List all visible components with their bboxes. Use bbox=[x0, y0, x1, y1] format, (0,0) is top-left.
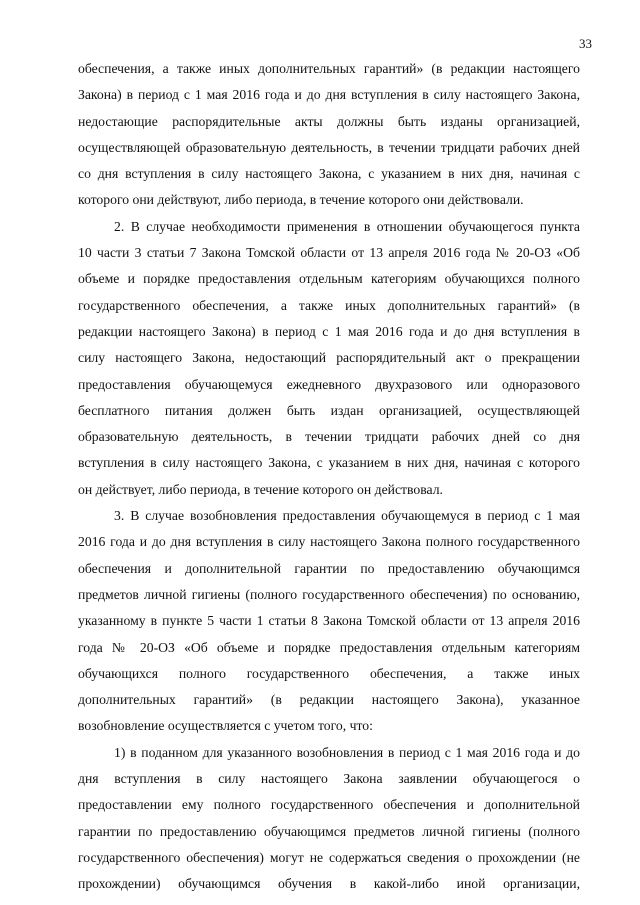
text-line: обеспечения и дополнительной гарантии по предоставлению обучающимся bbox=[78, 560, 580, 576]
text-line: редакции настоящего Закона) в период с 1 мая 2016 года и до дня вступления в bbox=[78, 323, 580, 339]
page-number: 33 bbox=[579, 36, 592, 51]
text-line: года № 20-ОЗ «Об объеме и порядке предоставления отдельным категориям bbox=[78, 639, 580, 655]
text-line: гарантии по предоставлению обучающимся предметов личной гигиены (полного bbox=[78, 823, 580, 839]
text-line: государственного обеспечения) могут не содержаться сведения о прохождении (не bbox=[78, 849, 580, 865]
text-line: силу настоящего Закона, недостающий распорядительный акт о прекращении bbox=[78, 350, 580, 366]
text-line: указанному в пункте 5 части 1 статьи 8 Закона Томской области от 13 апреля 2016 bbox=[78, 613, 580, 629]
text-line: 1) в поданном для указанного возобновления в период с 1 мая 2016 года и до bbox=[114, 744, 580, 760]
text-line: предоставления обучающемуся ежедневного двухразового или одноразового bbox=[78, 376, 580, 392]
text-line: дополнительных гарантий» (в редакции настоящего Закона), указанное bbox=[78, 692, 580, 708]
text-line: государственного обеспечения, а также иных дополнительных гарантий» (в bbox=[78, 297, 580, 313]
text-line: дня вступления в силу настоящего Закона заявлении обучающегося о bbox=[78, 771, 580, 787]
text-line: осуществляющей образовательную деятельность, в течении тридцати рабочих дней bbox=[78, 139, 580, 155]
text-line: вступления в силу настоящего Закона, с указанием в них дня, начиная с которого bbox=[78, 455, 580, 471]
text-line: предоставлении ему полного государственного обеспечения и дополнительной bbox=[78, 797, 580, 813]
text-line: он действует, либо периода, в течение которого он действовал. bbox=[78, 481, 443, 497]
text-line: которого они действуют, либо периода, в течение которого они действовали. bbox=[78, 192, 524, 208]
text-line: недостающие распорядительные акты должны быть изданы организацией, bbox=[78, 113, 580, 129]
text-line: Закона) в период с 1 мая 2016 года и до дня вступления в силу настоящего Закона, bbox=[78, 87, 580, 103]
text-line: обучающихся полного государственного обеспечения, а также иных bbox=[78, 665, 580, 681]
text-line: со дня вступления в силу настоящего Закона, с указанием в них дня, начиная с bbox=[78, 166, 580, 182]
text-line: 2. В случае необходимости применения в отношении обучающегося пункта bbox=[114, 218, 580, 234]
text-line: объеме и порядке предоставления отдельным категориям обучающихся полного bbox=[78, 271, 580, 287]
text-line: обеспечения, а также иных дополнительных гарантий» (в редакции настоящего bbox=[78, 61, 580, 76]
text-line: предметов личной гигиены (полного государственного обеспечения) по основанию, bbox=[78, 586, 580, 602]
text-line: 3. В случае возобновления предоставления обучающемуся в период с 1 мая bbox=[114, 508, 580, 524]
text-line: прохождении) обучающимся обучения в какой-либо иной организации, bbox=[78, 876, 580, 892]
text-line: бесплатного питания должен быть издан организацией, осуществляющей bbox=[78, 402, 580, 418]
text-line: 2016 года и до дня вступления в силу настоящего Закона полного государственного bbox=[78, 534, 580, 550]
document-body bbox=[78, 56, 580, 898]
text-line: образовательную деятельность, в течении тридцати рабочих дней со дня bbox=[78, 429, 580, 445]
text-line: 10 части 3 статьи 7 Закона Томской области от 13 апреля 2016 года № 20-ОЗ «Об bbox=[78, 245, 580, 261]
text-line: возобновление осуществляется с учетом того, что: bbox=[78, 718, 373, 734]
